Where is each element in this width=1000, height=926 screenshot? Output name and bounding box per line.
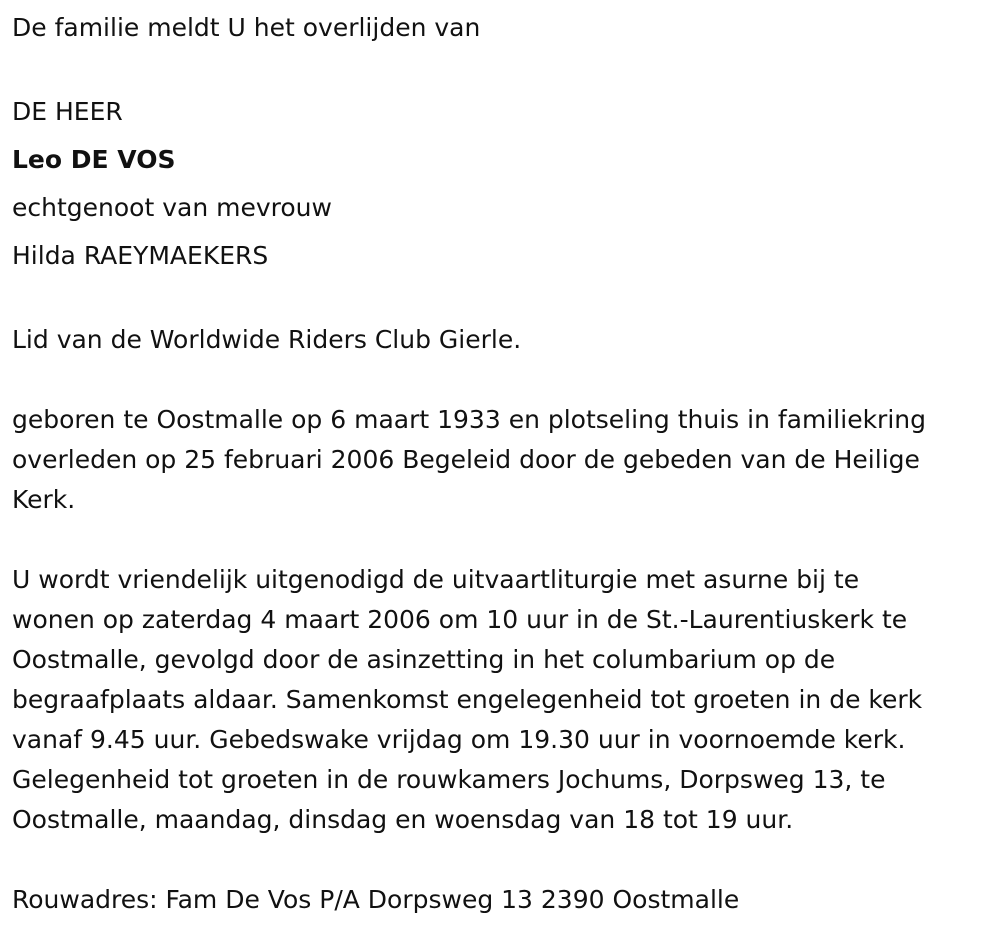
intro-text: De familie meldt U het overlijden van xyxy=(12,13,481,42)
paragraph-line: U wordt vriendelijk uitgenodigd de uitvaartliturgie met asurne bij te xyxy=(12,565,860,594)
deceased-name: Leo DE VOS xyxy=(12,145,176,174)
spacer xyxy=(12,840,1000,880)
spacer xyxy=(12,280,1000,320)
mourning-address: Rouwadres: Fam De Vos P/A Dorpsweg 13 2390 Oostmalle xyxy=(12,885,740,914)
paragraph-line: vanaf 9.45 uur. Gebedswake vrijdag om 19.30 uur in voornoemde kerk. xyxy=(12,725,906,754)
spacer xyxy=(12,360,1000,400)
paragraph-line: overleden op 25 februari 2006 Begeleid door de gebeden van de Heilige xyxy=(12,445,920,474)
paragraph-line: geboren te Oostmalle op 6 maart 1933 en plotseling thuis in familiekring xyxy=(12,405,926,434)
paragraph-line: wonen op zaterdag 4 maart 2006 om 10 uur in de St.-Laurentiuskerk te xyxy=(12,605,908,634)
paragraph-line: Kerk. xyxy=(12,485,76,514)
spouse-relation: echtgenoot van mevrouw xyxy=(12,193,332,222)
paragraph-line: Oostmalle, gevolgd door de asinzetting in het columbarium op de xyxy=(12,645,836,674)
funeral-paragraph xyxy=(12,560,1000,840)
birth-death-paragraph xyxy=(12,400,1000,520)
spouse-name: Hilda RAEYMAEKERS xyxy=(12,241,269,270)
paragraph-line: begraafplaats aldaar. Samenkomst engelegenheid tot groeten in de kerk xyxy=(12,685,923,714)
paragraph-line: Oostmalle, maandag, dinsdag en woensdag van 18 tot 19 uur. xyxy=(12,805,794,834)
paragraph-line: Gelegenheid tot groeten in de rouwkamers Jochums, Dorpsweg 13, te xyxy=(12,765,886,794)
honorific: DE HEER xyxy=(12,97,123,126)
membership-text: Lid van de Worldwide Riders Club Gierle. xyxy=(12,325,522,354)
spacer xyxy=(12,520,1000,560)
spacer xyxy=(12,48,1000,88)
